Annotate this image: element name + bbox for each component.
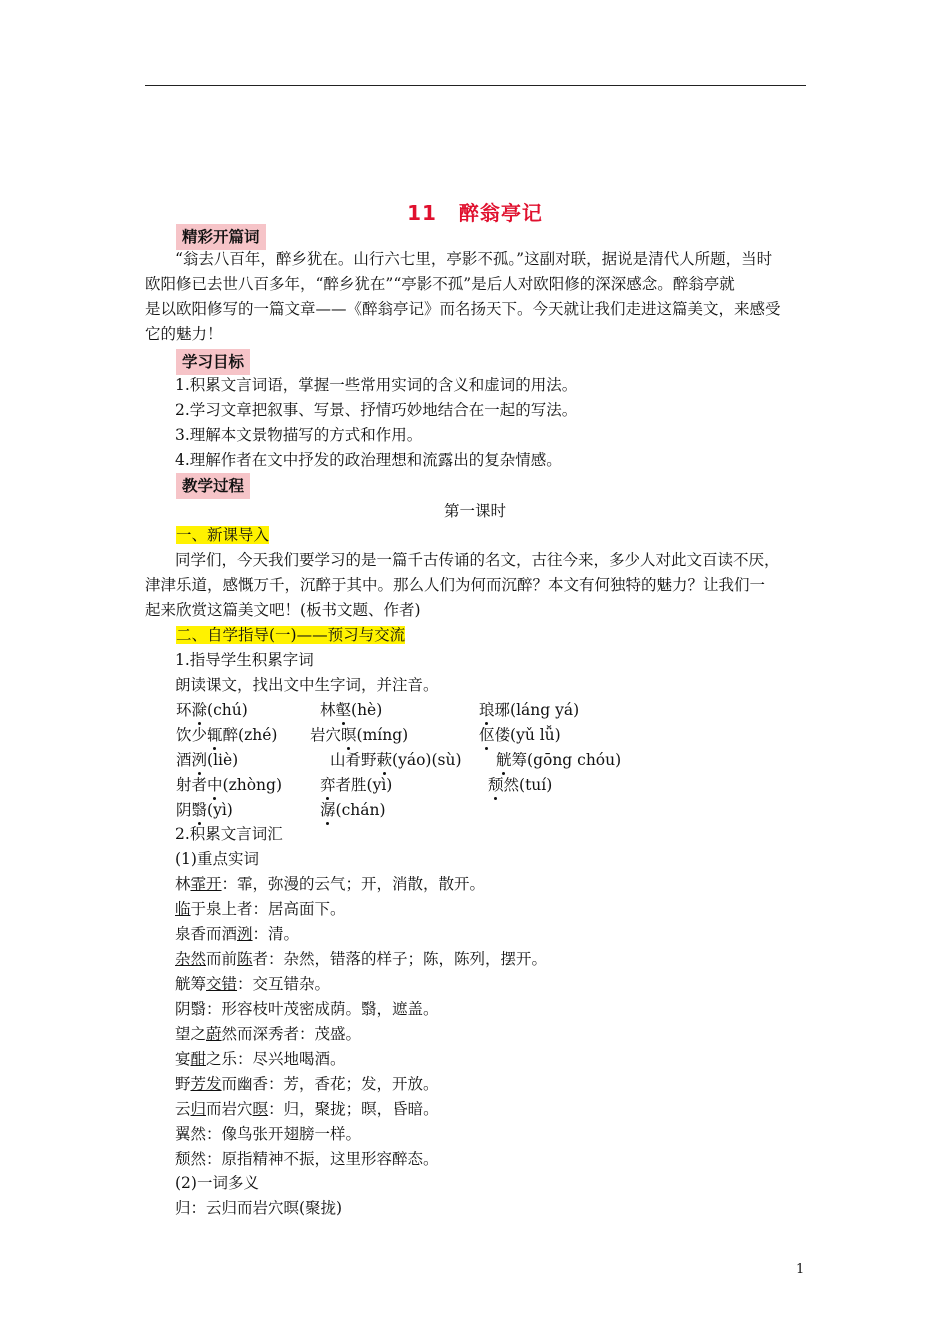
goal-item: 2.学习文章把叙事、写景、抒情巧妙地结合在一起的写法。 <box>175 401 578 419</box>
vocab-entry: 杂然而前陈者：杂然，错落的样子；陈，陈列，摆开。 <box>175 950 548 968</box>
intro-heading: 精彩开篇词 <box>176 224 266 250</box>
vocab-word: 环滁(chú) <box>176 698 248 720</box>
vocab-entry: 云归而岩穴暝：归，聚拢；暝，昏暗。 <box>175 1100 439 1118</box>
lesson-title: 醉翁亭记 <box>458 201 543 225</box>
vocab-entry: 翼然：像鸟张开翅膀一样。 <box>175 1125 362 1143</box>
vocab-word: 岩穴暝(míng) <box>310 723 408 745</box>
vocab-entry: 颓然：原指精神不振，这里形容醉态。 <box>175 1150 439 1168</box>
vocab-word: 琅琊(láng yá) <box>479 698 579 720</box>
vocab-word: 觥筹(gōng chóu) <box>496 748 621 770</box>
item1-heading: 1.指导学生积累字词 <box>175 651 314 669</box>
vocab-word: 弈者胜(yì) <box>320 773 392 795</box>
goal-item: 1.积累文言词语，掌握一些常用实词的含义和虚词的用法。 <box>175 376 578 394</box>
part1-line: 津津乐道，感慨万千，沉醉于其中。那么人们为何而沉醉？本文有何独特的魅力？让我们一 <box>145 576 766 594</box>
page-number: 1 <box>796 1262 805 1277</box>
intro-line: 是以欧阳修写的一篇文章——《醉翁亭记》而名扬天下。今天就让我们走进这篇美文，来感受 <box>145 300 781 318</box>
lesson-number: 11 <box>407 201 437 225</box>
vocab-entry: 临于泉上者：居高面下。 <box>175 900 346 918</box>
vocab-word: 伛偻(yǔ lǚ) <box>479 723 561 745</box>
vocab-word: 林壑(hè) <box>320 698 382 720</box>
part1-heading: 一、新课导入 <box>176 526 270 544</box>
goal-item: 4.理解作者在文中抒发的政治理想和流露出的复杂情感。 <box>175 451 562 469</box>
vocab-word: 颓然(tuí) <box>488 773 552 795</box>
vocab-entry: 林霏开：霏，弥漫的云气；开，消散，散开。 <box>175 875 486 893</box>
sub2-heading: (2)一词多义 <box>175 1174 259 1192</box>
vocab-word: 射者中(zhòng) <box>176 773 282 795</box>
intro-line: 欧阳修已去世八百多年，“醉乡犹在”“亭影不孤”是后人对欧阳修的深深感念。醉翁亭就 <box>145 275 735 293</box>
vocab-entry: 宴酣之乐：尽兴地喝酒。 <box>175 1050 346 1068</box>
vocab-entry: 觥筹交错：交互错杂。 <box>175 975 331 993</box>
vocab-word: 饮少辄醉(zhé) <box>176 723 277 745</box>
vocab-word: 潺(chán) <box>320 798 386 820</box>
polysemy-item: 归：云归而岩穴暝(聚拢) <box>175 1199 343 1217</box>
page-title <box>0 197 950 226</box>
intro-line: 它的魅力！ <box>145 325 223 343</box>
intro-line: “翁去八百年，醉乡犹在。山行六七里，亭影不孤。”这副对联，据说是清代人所题，当时 <box>175 250 773 268</box>
sub1-heading: (1)重点实词 <box>175 850 259 868</box>
goal-item: 3.理解本文景物描写的方式和作用。 <box>175 426 423 444</box>
vocab-entry: 望之蔚然而深秀者：茂盛。 <box>175 1025 362 1043</box>
process-heading: 教学过程 <box>176 473 250 499</box>
vocab-entry: 阴翳：形容枝叶茂密成荫。翳，遮盖。 <box>175 1000 439 1018</box>
vocab-word: 阴翳(yì) <box>176 798 233 820</box>
part1-line: 同学们，今天我们要学习的是一篇千古传诵的名文，古往今来，多少人对此文百读不厌， <box>175 551 780 569</box>
goals-heading: 学习目标 <box>176 349 250 375</box>
item2-heading: 2.积累文言词汇 <box>175 825 283 843</box>
vocab-entry: 泉香而酒洌：清。 <box>175 925 300 943</box>
header-rule <box>145 85 806 86</box>
vocab-entry: 野芳发而幽香：芳，香花；发，开放。 <box>175 1075 439 1093</box>
part1-line: 起来欣赏这篇美文吧！(板书文题、作者) <box>145 601 421 619</box>
part2-heading: 二、自学指导(一)——预习与交流 <box>176 626 406 644</box>
vocab-word: 酒洌(liè) <box>176 748 238 770</box>
lesson-subtitle: 第一课时 <box>443 502 506 520</box>
item1-instruction: 朗读课文，找出文中生字词，并注音。 <box>175 676 439 694</box>
vocab-word: 山肴野蔌(yáo)(sù) <box>330 748 462 770</box>
